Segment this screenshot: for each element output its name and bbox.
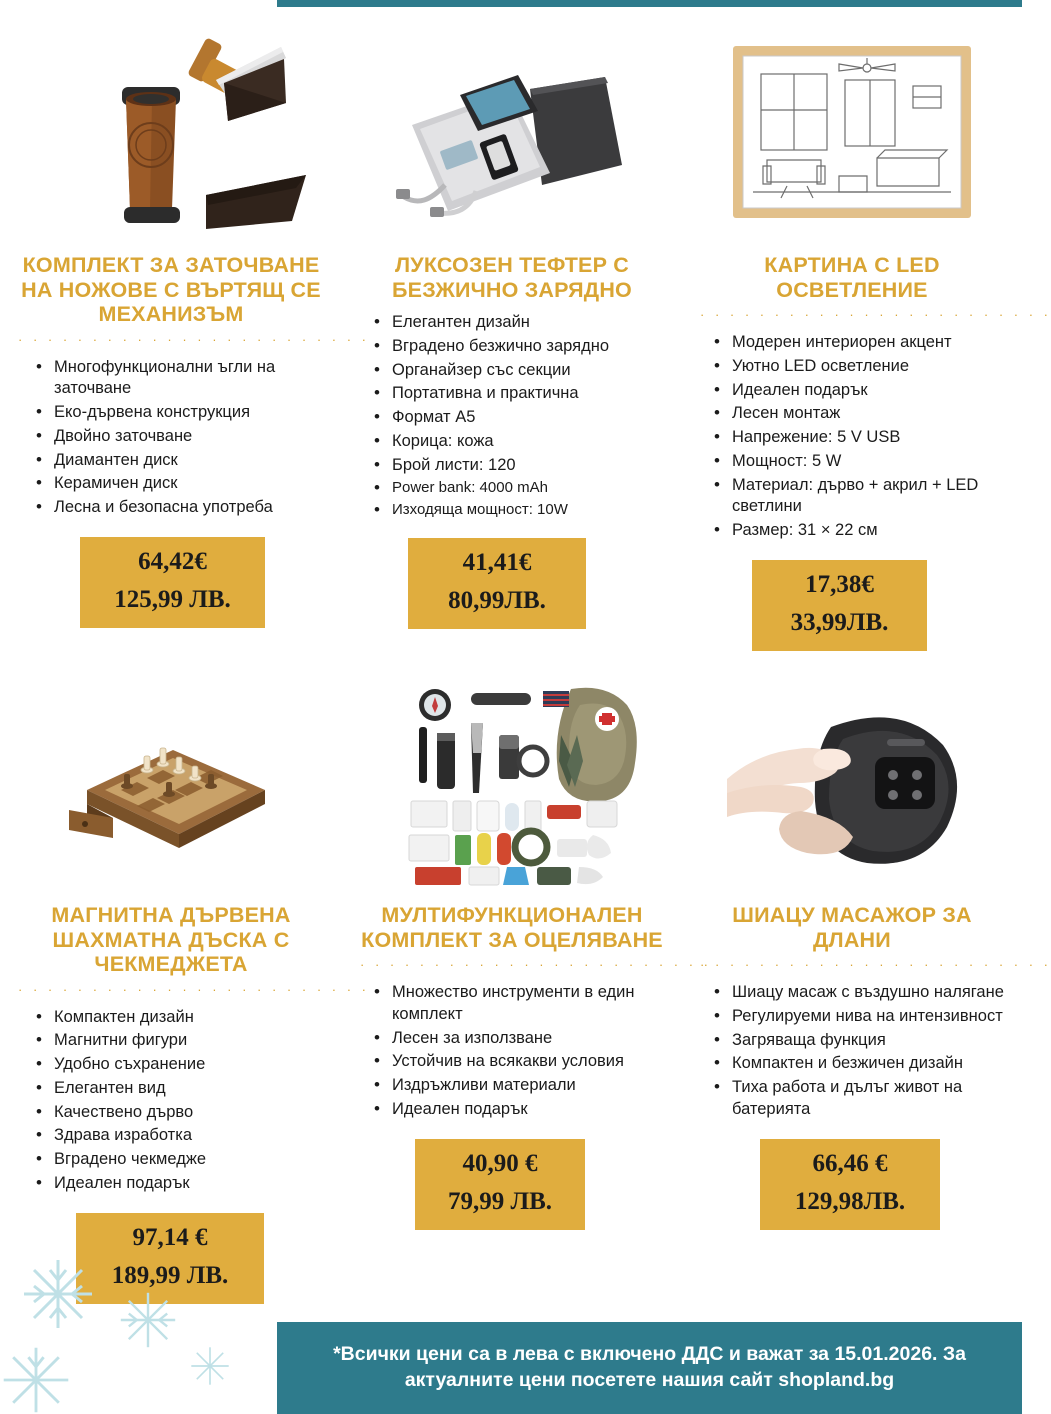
product-title: МАГНИТНА ДЪРВЕНА ШАХМАТНА ДЪСКА С ЧЕКМЕДЖЕТА: [51, 903, 291, 976]
footer-note: *Всички цени са в лева с включено ДДС и важат за 15.01.2026. За актуалните цени посетете нашия сайт shopland.bg: [277, 1322, 1022, 1414]
price-bgn: 189,99 ЛВ.: [111, 1261, 229, 1289]
feature-list: [370, 312, 664, 520]
list-item: • Корица: кожа: [370, 431, 664, 453]
list-item: • Модерен интериорен акцент: [710, 332, 1004, 354]
list-item: • Тиха работа и дълъг живот на батерията: [710, 1077, 1004, 1121]
list-item: • Напрежение: 5 V USB: [710, 427, 1004, 449]
list-item: • Удобно съхранение: [32, 1054, 324, 1076]
product-card-shiatsu-massager: [682, 670, 1051, 1310]
price-box: [408, 538, 586, 629]
price-box: [752, 560, 927, 651]
chess-board-image: [18, 670, 324, 895]
product-grid: [0, 20, 1051, 1310]
list-item: • Формат А5: [370, 407, 664, 429]
divider-dots: · · · · · · · · · · · · · · · · · · · · · · · ·: [700, 957, 1051, 972]
list-item: • Идеален подарък: [370, 1099, 664, 1121]
list-item: • Портативна и практична: [370, 383, 664, 405]
price-bgn: 79,99 ЛВ.: [447, 1187, 553, 1215]
divider-dots: · · · · · · · · · · · · · · · · · · · · · · · ·: [700, 307, 1051, 322]
knife-sharpener-image: [18, 20, 324, 245]
feature-list: [32, 357, 324, 519]
list-item: • Магнитни фигури: [32, 1030, 324, 1052]
product-card-survival-kit: [342, 670, 712, 1310]
price-eur: 64,42€: [138, 547, 207, 575]
list-item: • Диамантен диск: [32, 450, 324, 472]
shiatsu-massager-image: [700, 670, 1004, 895]
divider-dots: · · · · · · · · · · · · · · · · · · · · · · · ·: [18, 331, 370, 347]
product-title: КАРТИНА С LED ОСВЕТЛЕНИЕ: [764, 253, 940, 302]
product-title: ЛУКСОЗЕН ТЕФТЕР С БЕЗЖИЧНО ЗАРЯДНО: [392, 253, 632, 302]
feature-list: [710, 982, 1004, 1121]
list-item: • Еко-дървена конструкция: [32, 402, 324, 424]
price-box: [760, 1139, 940, 1230]
list-item: • Двойно заточване: [32, 426, 324, 448]
product-card-led-picture: [682, 20, 1051, 670]
list-item: • Устойчив на всякакви условия: [370, 1051, 664, 1073]
list-item: • Компактен дизайн: [32, 1007, 324, 1029]
list-item: • Уютно LED осветление: [710, 356, 1004, 378]
price-bgn: 33,99ЛВ.: [790, 609, 889, 637]
product-card-chess-board: [0, 670, 370, 1310]
list-item: • Здрава изработка: [32, 1125, 324, 1147]
price-eur: 97,14 €: [132, 1223, 208, 1251]
list-item: • Лесен монтаж: [710, 403, 1004, 425]
product-title: МУЛТИФУНКЦИОНАЛЕН КОМПЛЕКТ ЗА ОЦЕЛЯВАНЕ: [361, 903, 663, 952]
list-item: • Регулируеми нива на интензивност: [710, 1006, 1004, 1028]
list-item: • Мощност: 5 W: [710, 451, 1004, 473]
list-item: • Загряваща функция: [710, 1030, 1004, 1052]
product-card-knife-sharpener: [0, 20, 370, 670]
price-box: [80, 537, 265, 628]
list-item: • Органайзер със секции: [370, 360, 664, 382]
list-item: • Вградено безжично зарядно: [370, 336, 664, 358]
list-item: • Power bank: 4000 mAh: [370, 478, 664, 498]
list-item: • Множество инструменти в един комплект: [370, 982, 664, 1026]
list-item: • Брой листи: 120: [370, 455, 664, 477]
list-item: • Лесен за използване: [370, 1028, 664, 1050]
list-item: • Шиацу масаж с въздушно налягане: [710, 982, 1004, 1004]
list-item: • Идеален подарък: [710, 380, 1004, 402]
list-item: • Вградено чекмедже: [32, 1149, 324, 1171]
survival-kit-image: [360, 670, 664, 895]
feature-list: [710, 332, 1004, 542]
list-item: • Издръжливи материали: [370, 1075, 664, 1097]
divider-dots: · · · · · · · · · · · · · · · · · · · · · · · ·: [360, 957, 712, 972]
led-picture-image: [700, 20, 1004, 245]
price-bgn: 80,99ЛВ.: [448, 587, 546, 615]
price-eur: 66,46 €: [812, 1149, 888, 1177]
price-bgn: 125,99 ЛВ.: [114, 586, 231, 614]
list-item: • Керамичен диск: [32, 473, 324, 495]
price-eur: 41,41€: [462, 548, 532, 576]
price-eur: 17,38€: [805, 570, 874, 598]
product-title: ШИАЦУ МАСАЖОР ЗА ДЛАНИ: [732, 903, 972, 952]
list-item: • Размер: 31 × 22 см: [710, 520, 1004, 542]
list-item: • Материал: дърво + акрил + LED светлини: [710, 475, 1004, 519]
list-item: • Компактен и безжичен дизайн: [710, 1053, 1004, 1075]
price-eur: 40,90 €: [462, 1149, 538, 1177]
notebook-powerbank-image: [360, 20, 664, 245]
list-item: • Елегантен вид: [32, 1078, 324, 1100]
product-card-luxury-notebook: [342, 20, 682, 670]
list-item: • Елегантен дизайн: [370, 312, 664, 334]
product-title: КОМПЛЕКТ ЗА ЗАТОЧВАНЕ НА НОЖОВЕ С ВЪРТЯЩ СЕ МЕХАНИЗЪМ: [21, 253, 321, 326]
feature-list: [370, 982, 664, 1121]
top-accent-bar: [277, 0, 1022, 7]
price-box: [415, 1139, 585, 1230]
divider-dots: · · · · · · · · · · · · · · · · · · · · · · · ·: [18, 981, 370, 997]
list-item: • Изходяща мощност: 10W: [370, 500, 664, 520]
snowflake-decoration: [0, 1234, 270, 1414]
list-item: • Идеален подарък: [32, 1173, 324, 1195]
feature-list: [32, 1007, 324, 1195]
price-bgn: 129,98ЛВ.: [794, 1187, 906, 1215]
list-item: • Лесна и безопасна употреба: [32, 497, 324, 519]
list-item: • Многофункционални ъгли на заточване: [32, 357, 324, 401]
list-item: • Качествено дърво: [32, 1102, 324, 1124]
